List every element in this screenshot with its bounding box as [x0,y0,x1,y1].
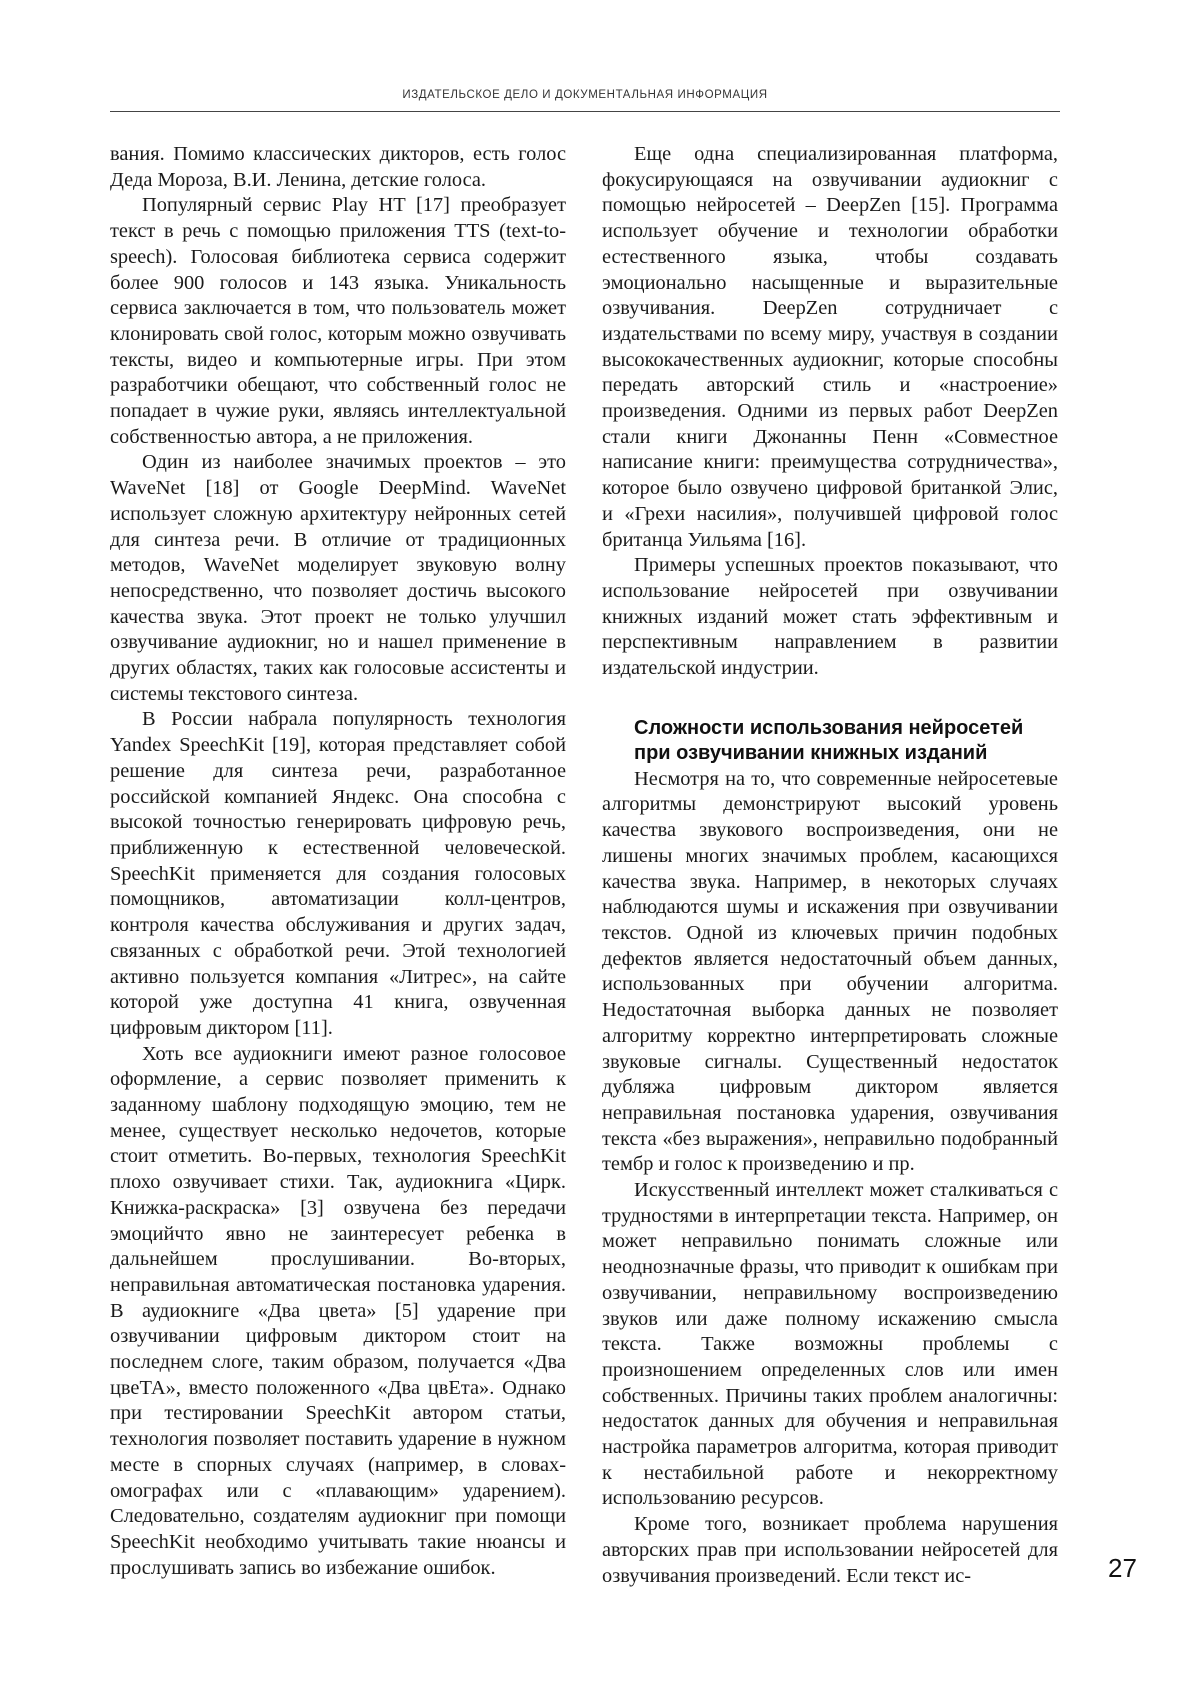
body-paragraph: Несмотря на то, что современные нейросетевые алгоритмы демонстрируют высокий уровень качества звукового воспроизведения, они не лишены многих значимых проблем, касающихся качества звука. Например, в некоторых случаях наблюдаются шумы и искажения при озвучивании текстов. Одной из ключевых причин подобных дефектов является недостаточный объем данных, использованных при обучении алгоритма. Недостаточная выборка данных не позволяет алгоритму корректно интерпретировать сложные звуковые сигналы. Существенный недостаток дубляжа цифровым диктором является неправильная постановка ударения, озвучивания текста «без выражения», неправильно подобранный тембр и голос к произведению и пр. [602,767,1058,1176]
body-paragraph: Хоть все аудиокниги имеют разное голосовое оформление, а сервис позволяет применить к заданному шаблону подходящую эмоцию, тем не менее, существует несколько недочетов, которые стоит отметить. Во-первых, технология SpeechKit плохо озвучивает стихи. Так, аудиокнига «Цирк. Книжка-раскраска» [3] озвучена без передачи эмоцийчто явно не заинтересует ребенка в дальнейшем прослушивании. Во-вторых, неправильная автоматическая постановка ударения. В аудиокниге «Два цвета» [5] ударение при озвучивании цифровым диктором стоит на последнем слоге, таким образом, получается «Два цвеТА», вместо положенного «Два цвЕта». Однако при тестировании SpeechKit автором статьи, технология позволяет поставить ударение в нужном месте в спорных случаях (например, в словах-омографах или с «плавающим» ударением). Следовательно, создателям аудиокниг при помощи SpeechKit необходимо учитывать такие нюансы и прослушивать запись во избежание ошибок. [110,1042,566,1579]
body-paragraph: Примеры успешных проектов показывают, что использование нейросетей при озвучивании книжных изданий может стать эффективным и перспективным направлением в развитии издательской индустрии. [602,554,1058,680]
body-paragraph: В России набрала популярность технология Yandex SpeechKit [19], которая представляет собой решение для синтеза речи, разработанное российской компанией Яндекс. Она способна с высокой точностью генерировать цифровую речь, приближенную к естественной человеческой. SpeechKit применяется для создания голосовых помощников, автоматизации колл-центров, контроля качества обслуживания и других задач, связанных с обработкой речи. Этой технологией активно пользуется компания «Литрес», на сайте которой уже доступна 41 книга, озвученная цифровым диктором [11]. [110,708,566,1039]
body-paragraph: Искусственный интеллект может сталкиваться с трудностями в интерпретации текста. Например, он может неправильно понимать сложные или неоднозначные фразы, что приводит к ошибкам при озвучивании, неправильному воспроизведению звуков или даже полному искажению смысла текста. Также возможны проблемы с произношением определенных слов или имен собственных. Причины таких проблем аналогичны: недостаток данных для обучения и неправильная настройка параметров алгоритма, которая приводит к нестабильной работе и некорректному использованию ресурсов. [602,1179,1058,1510]
body-paragraph: Один из наиболее значимых проектов – это WaveNet [18] от Google DeepMind. WaveNet использует сложную архитектуру нейронных сетей для синтеза речи. В отличие от традиционных методов, WaveNet моделирует звуковую волну непосредственно, что позволяет достичь высокого качества звука. Этот проект не только улучшил озвучивание аудиокниг, но и нашел применение в других областях, таких как голосовые ассистенты и системы текстового синтеза. [110,451,566,705]
body-paragraph: Еще одна специализированная платформа, фокусирующаяся на озвучивании аудиокниг с помощью нейросетей – DeepZen [15]. Программа использует обучение и технологии обработки естественного языка, чтобы создавать эмоционально насыщенные и выразительные озвучивания. DeepZen сотрудничает с издательствами по всему миру, участвуя в создании высококачественных аудиокниг, которые способны передать авторский стиль и «настроение» произведения. Одними из первых работ DeepZen стали книги Джонанны Пенн «Совместное написание книги: преимущества сотрудничества», которое было озвучено цифровой британкой Элис, и «Грехи насилия», получившей цифровой голос британца Уильяма [16]. [602,143,1058,551]
left-column [110,142,566,1581]
header-rule [110,111,1060,112]
running-header: ИЗДАТЕЛЬСКОЕ ДЕЛО И ДОКУМЕНТАЛЬНАЯ ИНФОРМАЦИЯ [402,89,768,101]
body-paragraph: Популярный сервис Play HT [17] преобразует текст в речь с помощью приложения TTS (text-to-speech). Голосовая библиотека сервиса содержит более 900 голосов и 143 языка. Уникальность сервиса заключается в том, что пользователь может клонировать свой голос, которым можно озвучивать тексты, видео и компьютерные игры. При этом разработчики обещают, что собственный голос не попадает в чужие руки, являясь интеллектуальной собственностью автора, а не приложения. [110,194,566,448]
body-paragraph: вания. Помимо классических дикторов, есть голос Деда Мороза, В.И. Ленина, детские голоса. [110,143,566,191]
page-number: 27 [1108,1553,1137,1583]
body-paragraph: Кроме того, возникает проблема нарушения авторских прав при использовании нейросетей для озвучивания произведений. Если текст ис- [602,1513,1058,1587]
right-column [602,142,1058,1589]
section-heading: Сложности использования нейросетей при озвучивании книжных изданий [634,716,1024,765]
